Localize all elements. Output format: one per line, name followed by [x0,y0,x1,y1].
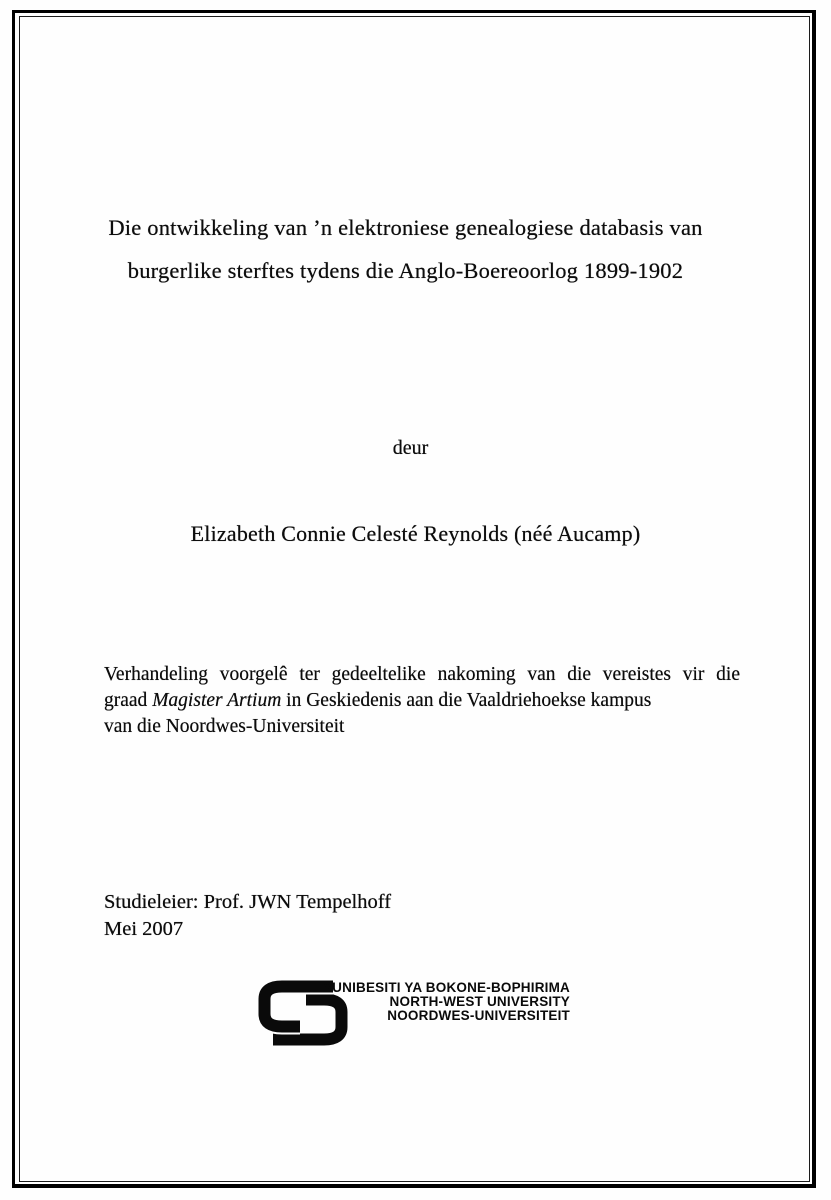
byline-label: deur [392,437,429,459]
supervisor-block [104,889,391,942]
degree-name-italic: Magister Artium [152,690,282,711]
author-name: Elizabeth Connie Celesté Reynolds (néé Aucamp) [190,521,641,546]
nwu-logo [258,978,578,1048]
supervisor-line: Studieleier: Prof. JWN Tempelhoff [104,891,392,913]
thesis-title [60,206,751,292]
logo-name-setswana: YUNIBESITI YA BOKONE-BOPHIRIMA [322,980,570,995]
declaration-line2 [104,688,740,714]
logo-name-afrikaans: NOORDWES-UNIVERSITEIT [387,1007,570,1023]
date-line: Mei 2007 [104,917,184,940]
declaration-line2-post: in Geskiedenis aan die Vaaldriehoekse kampus [281,690,652,711]
declaration-line3: van die Noordwes-Universiteit [104,716,345,737]
declaration-line1: Verhandeling voorgelê ter gedeeltelike nakoming van die vereistes vir die [104,664,740,685]
nwu-logo-wordmark [310,981,570,1022]
thesis-title-line1: Die ontwikkeling van ’n elektroniese genealogiese databasis van [108,215,703,240]
degree-declaration [104,662,740,740]
logo-name-english: NORTH-WEST UNIVERSITY [389,993,570,1009]
thesis-title-line2: burgerlike sterftes tydens die Anglo-Boereoorlog 1899-1902 [127,258,684,283]
declaration-line2-pre: graad [104,690,153,711]
